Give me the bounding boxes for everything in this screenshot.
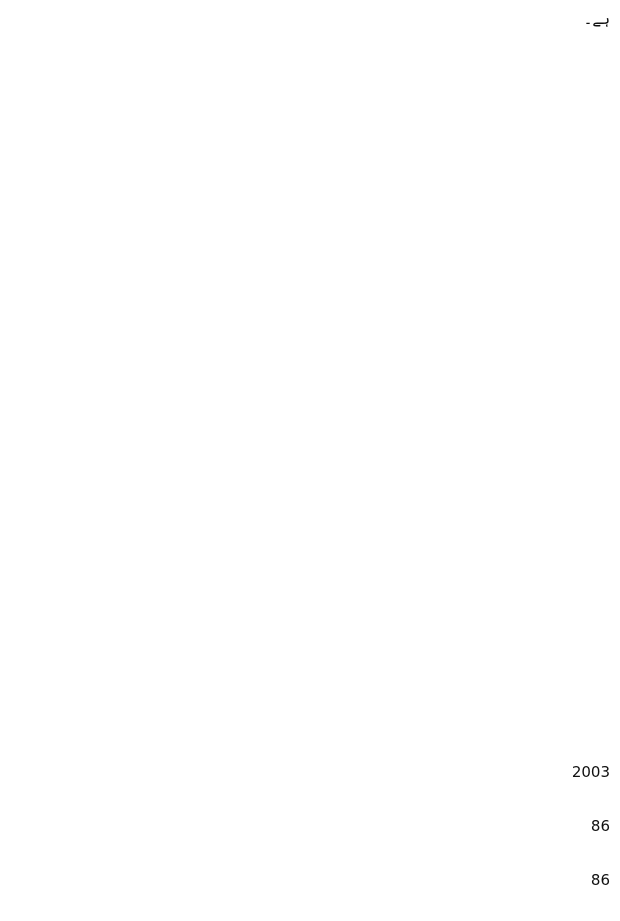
paragraph-1-line-10 <box>10 302 610 329</box>
paragraph-lead <box>10 6 610 33</box>
paragraph-2-line-6 <box>10 490 610 517</box>
paragraph-2-line-9 <box>10 571 610 598</box>
paragraph-3-line-2 <box>10 786 610 813</box>
paragraph-1-line-1 <box>10 59 610 86</box>
paragraph-2-line-4 <box>10 436 610 463</box>
paragraph-2-line-7 <box>10 517 610 544</box>
paragraph-2-line-12 <box>10 652 610 679</box>
paragraph-1-line-8 <box>10 248 610 275</box>
paragraph-1-line-9 <box>10 275 610 302</box>
paragraph-3-line-6 <box>10 894 610 921</box>
paragraph-1-line-2 <box>10 86 610 113</box>
paragraph-1-line-4 <box>10 140 610 167</box>
paragraph-1-line-7 <box>10 221 610 248</box>
paragraph-2-line-1 <box>10 355 610 382</box>
paragraph-2-line-14 <box>10 706 610 733</box>
year-2003: 2003 <box>571 763 610 781</box>
paragraph-1-line-3 <box>10 113 610 140</box>
paragraph-1-line-6 <box>10 194 610 221</box>
paragraph-3-line-5 <box>10 867 610 894</box>
lead-fragment: ہے۔ <box>583 10 610 28</box>
paragraph-2-line-8 <box>10 544 610 571</box>
paragraph-2-line-2 <box>10 382 610 409</box>
paragraph-3-line-4 <box>10 840 610 867</box>
paragraph-2-line-5 <box>10 463 610 490</box>
number-86-first: 86 <box>590 817 610 835</box>
paragraph-2-line-13 <box>10 679 610 706</box>
paragraph-2-line-10 <box>10 598 610 625</box>
paragraph-2-line-3 <box>10 409 610 436</box>
paragraph-3 <box>10 759 610 921</box>
paragraph-2-line-11 <box>10 625 610 652</box>
paragraph-1-line-5 <box>10 167 610 194</box>
paragraph-1 <box>10 59 610 329</box>
paragraph-3-line-3 <box>10 813 610 840</box>
number-86-second: 86 <box>590 871 610 889</box>
paragraph-2 <box>10 355 610 733</box>
paragraph-3-line-1 <box>10 759 610 786</box>
